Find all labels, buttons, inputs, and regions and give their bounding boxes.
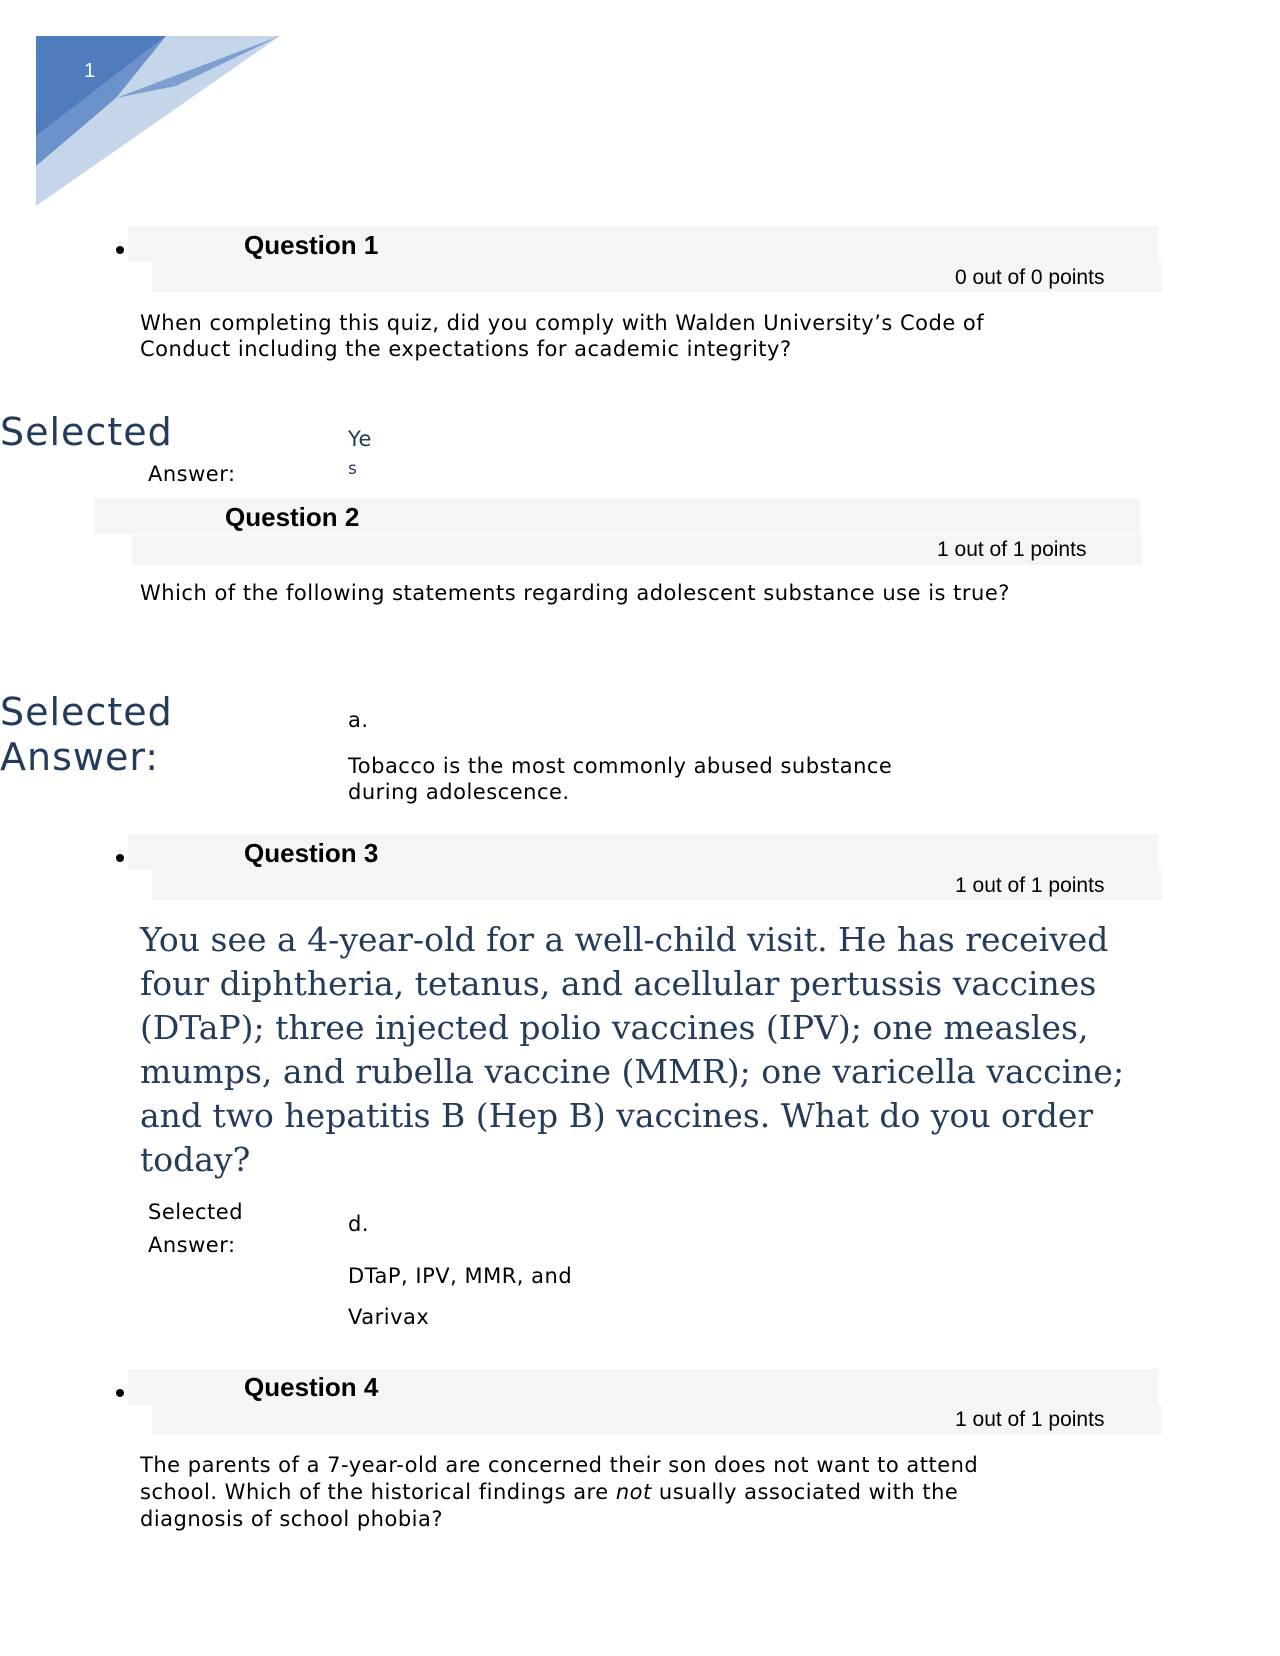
question-points: 0 out of 0 points <box>955 266 1105 289</box>
selected-label: Selected Answer: <box>148 1200 244 1257</box>
question-points: 1 out of 1 points <box>937 538 1087 561</box>
answer-label: Answer: <box>148 462 236 486</box>
page-number: 1 <box>84 60 96 82</box>
question-points: 1 out of 1 points <box>955 874 1105 897</box>
question-points: 1 out of 1 points <box>955 1408 1105 1431</box>
question-title: Question 4 <box>244 1372 379 1402</box>
selected-label: Selected Answer: <box>0 690 173 779</box>
question-text: Which of the following statements regarding adolescent substance use is true? <box>140 581 1010 605</box>
bullet <box>116 1389 124 1397</box>
selected-answer: Ye s <box>348 427 372 479</box>
emphasis-not: not <box>615 1480 652 1504</box>
bullet <box>116 854 124 862</box>
question-text: When completing this quiz, did you comply with Walden University’s Code of Conduct including the expectations for academic integrity? <box>140 311 985 361</box>
question-title: Question 3 <box>244 838 379 868</box>
answer-letter: d. <box>348 1212 370 1236</box>
question-title: Question 1 <box>244 230 379 260</box>
selected-answer: Tobacco is the most commonly abused substance during adolescence. <box>348 754 893 804</box>
page-corner-decoration <box>36 36 280 206</box>
question-text: The parents of a 7-year-old are concerned their son does not want to attend school. Which of the historical findings are not usually associated with the diagnosis of school phobia? <box>140 1453 979 1531</box>
answer-letter: a. <box>348 708 369 732</box>
question-text: You see a 4-year-old for a well-child visit. He has received four diphtheria, tetanus, and acellular pertussis vaccines (DTaP); three injected polio vaccines (IPV); one measles, mumps, and rubella vaccine (MMR); one varicella vaccine; and two hepatitis B (Hep B) vaccines. What do you order today? <box>140 920 1125 1179</box>
question-title: Question 2 <box>225 502 360 532</box>
bullet <box>116 246 124 254</box>
selected-answer: DTaP, IPV, MMR, and Varivax <box>348 1264 573 1329</box>
selected-label: Selected <box>0 410 173 454</box>
